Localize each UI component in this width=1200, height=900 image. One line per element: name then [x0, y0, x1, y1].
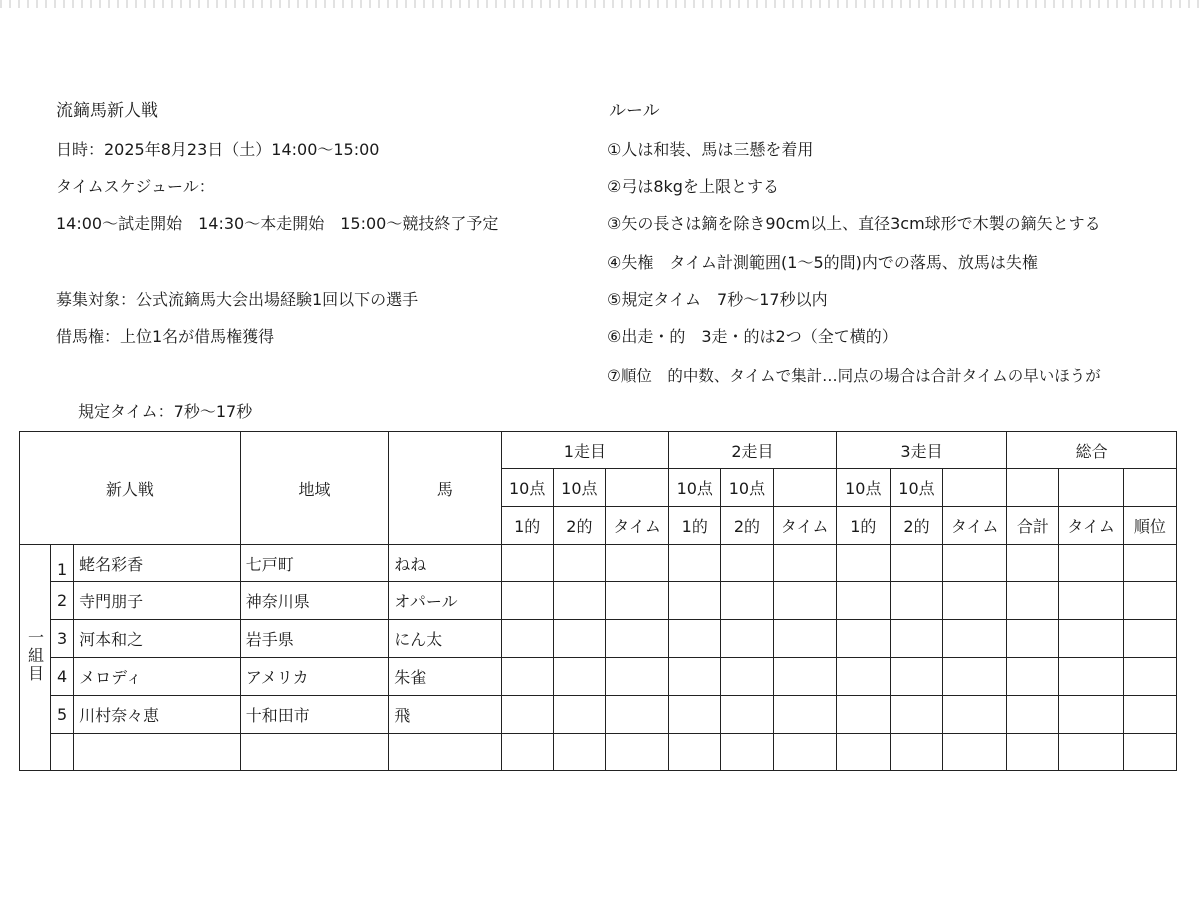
score-cell[interactable]	[669, 734, 721, 771]
time-cell[interactable]	[605, 734, 668, 771]
score-cell[interactable]	[836, 658, 890, 696]
score-cell[interactable]	[553, 545, 605, 582]
score-cell[interactable]	[721, 658, 773, 696]
target-1-label: 1的	[836, 507, 890, 545]
rider-region: 七戸町	[240, 545, 389, 582]
rider-name: 蛯名彩香	[74, 545, 241, 582]
empty-cell	[773, 469, 836, 507]
event-datetime: 日時：2025年8月23日（土）14:00～15:00	[56, 140, 380, 159]
row-number: 1	[51, 545, 74, 582]
score-cell[interactable]	[836, 620, 890, 658]
table-row	[20, 620, 1177, 658]
score-cell[interactable]	[501, 582, 553, 620]
score-cell[interactable]	[890, 696, 942, 734]
score-cell[interactable]	[721, 582, 773, 620]
points-label: 10点	[553, 469, 605, 507]
score-cell[interactable]	[721, 620, 773, 658]
score-cell[interactable]	[553, 734, 605, 771]
schedule-text: 14:00～試走開始 14:30～本走開始 15:00～競技終了予定	[56, 214, 499, 233]
table-row	[20, 734, 1177, 771]
score-cell[interactable]	[501, 696, 553, 734]
score-cell[interactable]	[553, 620, 605, 658]
total-time-cell[interactable]	[1059, 696, 1123, 734]
total-time-cell[interactable]	[1059, 582, 1123, 620]
header-total: 総合	[1007, 432, 1177, 469]
score-cell[interactable]	[721, 734, 773, 771]
total-time-cell[interactable]	[1059, 734, 1123, 771]
score-cell[interactable]	[553, 582, 605, 620]
rider-name[interactable]	[74, 734, 241, 771]
event-title: 流鏑馬新人戦	[56, 101, 158, 121]
score-cell[interactable]	[721, 696, 773, 734]
total-time-cell[interactable]	[1059, 658, 1123, 696]
points-label: 10点	[501, 469, 553, 507]
rider-region[interactable]	[240, 734, 389, 771]
time-label: タイム	[943, 507, 1007, 545]
time-label: タイム	[1059, 507, 1123, 545]
row-number: 2	[51, 582, 74, 620]
score-cell[interactable]	[669, 582, 721, 620]
total-sum-cell[interactable]	[1007, 620, 1059, 658]
score-cell[interactable]	[890, 658, 942, 696]
time-cell[interactable]	[773, 545, 836, 582]
total-time-cell[interactable]	[1059, 545, 1123, 582]
empty-cell	[943, 469, 1007, 507]
score-cell[interactable]	[836, 696, 890, 734]
row-number	[51, 734, 74, 771]
horse-name: 朱雀	[389, 658, 501, 696]
time-cell[interactable]	[605, 696, 668, 734]
time-cell[interactable]	[943, 658, 1007, 696]
header-run-1: 1走目	[501, 432, 669, 469]
score-table	[19, 431, 1177, 771]
score-cell[interactable]	[669, 620, 721, 658]
header-horse: 馬	[389, 432, 501, 545]
header-run-3: 3走目	[836, 432, 1007, 469]
score-cell[interactable]	[669, 696, 721, 734]
score-cell[interactable]	[890, 545, 942, 582]
loan-right: 借馬権：上位1名が借馬権獲得	[56, 327, 275, 346]
table-row	[20, 545, 1177, 582]
recruit-target: 募集対象：公式流鏑馬大会出場経験1回以下の選手	[56, 290, 419, 309]
target-2-label: 2的	[721, 507, 773, 545]
score-cell[interactable]	[553, 658, 605, 696]
horse-name[interactable]	[389, 734, 501, 771]
rules-heading: ルール	[609, 101, 660, 121]
scan-edge	[0, 0, 1200, 8]
time-cell[interactable]	[605, 545, 668, 582]
time-cell[interactable]	[605, 620, 668, 658]
score-cell[interactable]	[836, 545, 890, 582]
points-label: 10点	[721, 469, 773, 507]
score-cell[interactable]	[836, 734, 890, 771]
rider-name: 川村奈々恵	[74, 696, 241, 734]
time-label: タイム	[605, 507, 668, 545]
rule-item: ①人は和装、馬は三懸を着用	[607, 140, 814, 159]
time-cell[interactable]	[773, 734, 836, 771]
time-cell[interactable]	[943, 545, 1007, 582]
rider-name: メロディ	[74, 658, 241, 696]
rule-item: ⑦順位 的中数、タイムで集計…同点の場合は合計タイムの早いほうが	[607, 367, 1101, 385]
score-cell[interactable]	[669, 658, 721, 696]
row-number: 3	[51, 620, 74, 658]
empty-cell	[1123, 469, 1176, 507]
total-sum-cell[interactable]	[1007, 734, 1059, 771]
empty-cell	[1007, 469, 1059, 507]
rule-item: ⑥出走・的 3走・的は2つ（全て横的）	[607, 327, 898, 346]
score-cell[interactable]	[501, 734, 553, 771]
target-2-label: 2的	[553, 507, 605, 545]
score-cell[interactable]	[669, 545, 721, 582]
sum-label: 合計	[1007, 507, 1059, 545]
rank-cell[interactable]	[1123, 734, 1176, 771]
rank-cell[interactable]	[1123, 545, 1176, 582]
time-cell[interactable]	[605, 658, 668, 696]
score-cell[interactable]	[553, 696, 605, 734]
table-row	[20, 658, 1177, 696]
time-cell[interactable]	[943, 696, 1007, 734]
group-label	[20, 545, 51, 771]
rider-region: 岩手県	[240, 620, 389, 658]
group-label-text: 一組目	[25, 628, 45, 683]
rule-item: ②弓は8kgを上限とする	[607, 177, 779, 196]
empty-cell	[1059, 469, 1123, 507]
header-region: 地域	[240, 432, 389, 545]
rule-item: ④失権 タイム計測範囲(1～5的間)内での落馬、放馬は失権	[607, 253, 1038, 272]
total-time-cell[interactable]	[1059, 620, 1123, 658]
score-cell[interactable]	[890, 582, 942, 620]
horse-name: オパール	[389, 582, 501, 620]
time-cell[interactable]	[773, 658, 836, 696]
score-cell[interactable]	[836, 582, 890, 620]
rider-region: 十和田市	[240, 696, 389, 734]
rank-cell[interactable]	[1123, 696, 1176, 734]
schedule-label: タイムスケジュール：	[56, 177, 215, 196]
table-row	[20, 582, 1177, 620]
score-cell[interactable]	[721, 545, 773, 582]
table-row	[20, 696, 1177, 734]
time-cell[interactable]	[943, 582, 1007, 620]
rider-name: 河本和之	[74, 620, 241, 658]
horse-name: にん太	[389, 620, 501, 658]
rank-cell[interactable]	[1123, 658, 1176, 696]
rank-label: 順位	[1123, 507, 1176, 545]
time-cell[interactable]	[773, 696, 836, 734]
total-sum-cell[interactable]	[1007, 696, 1059, 734]
score-cell[interactable]	[890, 734, 942, 771]
time-cell[interactable]	[773, 620, 836, 658]
score-cell[interactable]	[501, 620, 553, 658]
time-label: タイム	[773, 507, 836, 545]
score-cell[interactable]	[501, 658, 553, 696]
horse-name: 飛	[389, 696, 501, 734]
rider-region: アメリカ	[240, 658, 389, 696]
score-cell[interactable]	[501, 545, 553, 582]
rank-cell[interactable]	[1123, 582, 1176, 620]
header-division: 新人戦	[20, 432, 241, 545]
rank-cell[interactable]	[1123, 620, 1176, 658]
points-label: 10点	[890, 469, 942, 507]
target-1-label: 1的	[669, 507, 721, 545]
total-sum-cell[interactable]	[1007, 545, 1059, 582]
header-run-2: 2走目	[669, 432, 837, 469]
empty-cell	[605, 469, 668, 507]
time-cell[interactable]	[773, 582, 836, 620]
points-label: 10点	[836, 469, 890, 507]
target-1-label: 1的	[501, 507, 553, 545]
points-label: 10点	[669, 469, 721, 507]
total-sum-cell[interactable]	[1007, 658, 1059, 696]
target-2-label: 2的	[890, 507, 942, 545]
time-cell[interactable]	[943, 734, 1007, 771]
rule-item: ③矢の長さは鏑を除き90cm以上、直径3cm球形で木製の鏑矢とする	[607, 214, 1101, 233]
table-note: 規定タイム：7秒～17秒	[78, 402, 253, 421]
row-number: 5	[51, 696, 74, 734]
rider-region: 神奈川県	[240, 582, 389, 620]
total-sum-cell[interactable]	[1007, 582, 1059, 620]
row-number: 4	[51, 658, 74, 696]
horse-name: ねね	[389, 545, 501, 582]
rider-name: 寺門朋子	[74, 582, 241, 620]
rule-item: ⑤規定タイム 7秒～17秒以内	[607, 290, 828, 309]
time-cell[interactable]	[943, 620, 1007, 658]
score-cell[interactable]	[890, 620, 942, 658]
time-cell[interactable]	[605, 582, 668, 620]
